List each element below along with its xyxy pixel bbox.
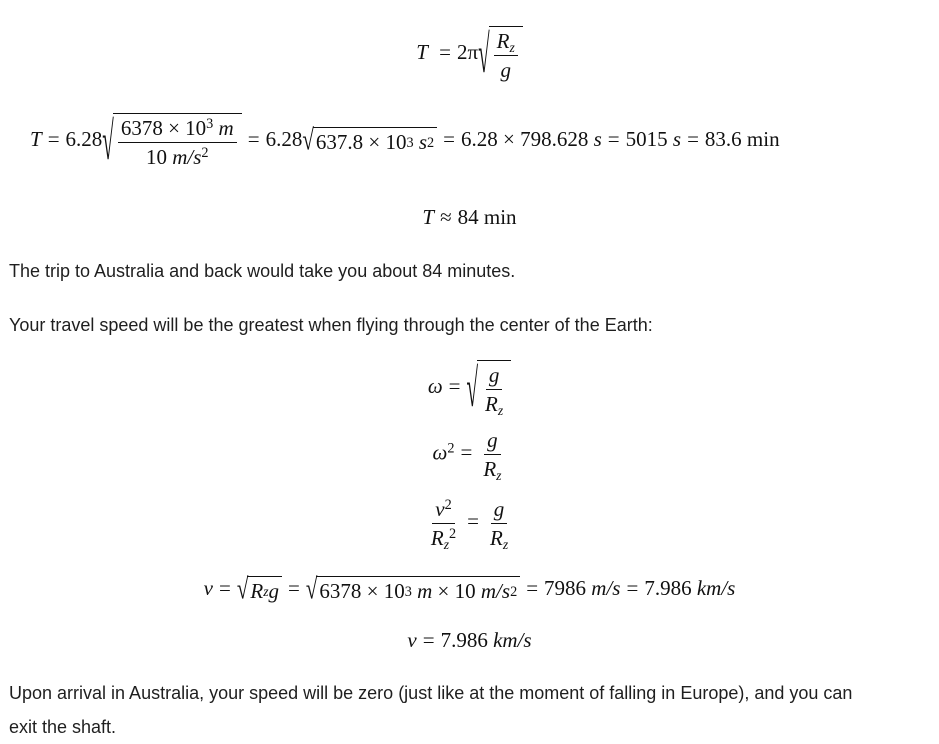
equation-velocity-final: v = 7.986 km/s	[407, 628, 532, 652]
two-pi: 2π	[457, 39, 479, 64]
equation-omega-squared: $\omega^2$ = $\frac{g}{R_z}$	[432, 428, 502, 484]
equation-velocity-calculation: v = √ R z g = √ 6378 × 10 3 m × 10 m/s 2 = 7986 m/s = 7.986 km/s	[203, 571, 736, 606]
period-symbol: T	[416, 39, 428, 64]
paragraph-arrival-line2: exit the shaft.	[9, 717, 117, 737]
paragraph-arrival-line1: Upon arrival in Australia, your speed will be zero (just like at the moment of falling in Europe), and you can	[9, 683, 853, 703]
equation-omega: ω = √ $\frac{g}{R_z}$	[0, 360, 939, 416]
paragraph-trip: The trip to Australia and back would take you about 84 minutes.	[9, 261, 516, 281]
sqrt-radical-values: √ 6378 × 10 3 m × 10 m/s 2	[306, 576, 520, 604]
sqrt-radical-omega: √ $\frac{g}{R_z}$	[467, 360, 512, 416]
equation-period-formula: T = 2π √ $\frac{R_z}{g}$	[0, 26, 939, 82]
sqrt-radical: √ $\frac{R_z}{g}$	[478, 26, 523, 82]
sqrt-radical-rzg: √ R z g	[237, 576, 282, 604]
paragraph-speed-intro: Your travel speed will be the greatest when flying through the center of the Earth:	[9, 315, 653, 335]
sqrt-radical-fraction: √ $\frac{6378 \times 10^3 m}{10 m/s^2}$	[102, 113, 241, 169]
equation-period-calculation: T = 6.28 √ $\frac{6378 \times 10^3 m}{10 m/s^2}$ = 6.28 √ 637.8 × 10 3 s 2 = 6.28 × 798.628 s = 5015 s = 83.6 min	[30, 110, 780, 172]
equation-velocity-ratio: $\frac{v^2}{R_z^2}$ = $\frac{g}{R_z}$	[430, 496, 509, 553]
sqrt-radical-simple: √ 637.8 × 10 3 s 2	[302, 127, 437, 155]
equation-period-approx: T ≈ 84 min	[422, 205, 517, 229]
